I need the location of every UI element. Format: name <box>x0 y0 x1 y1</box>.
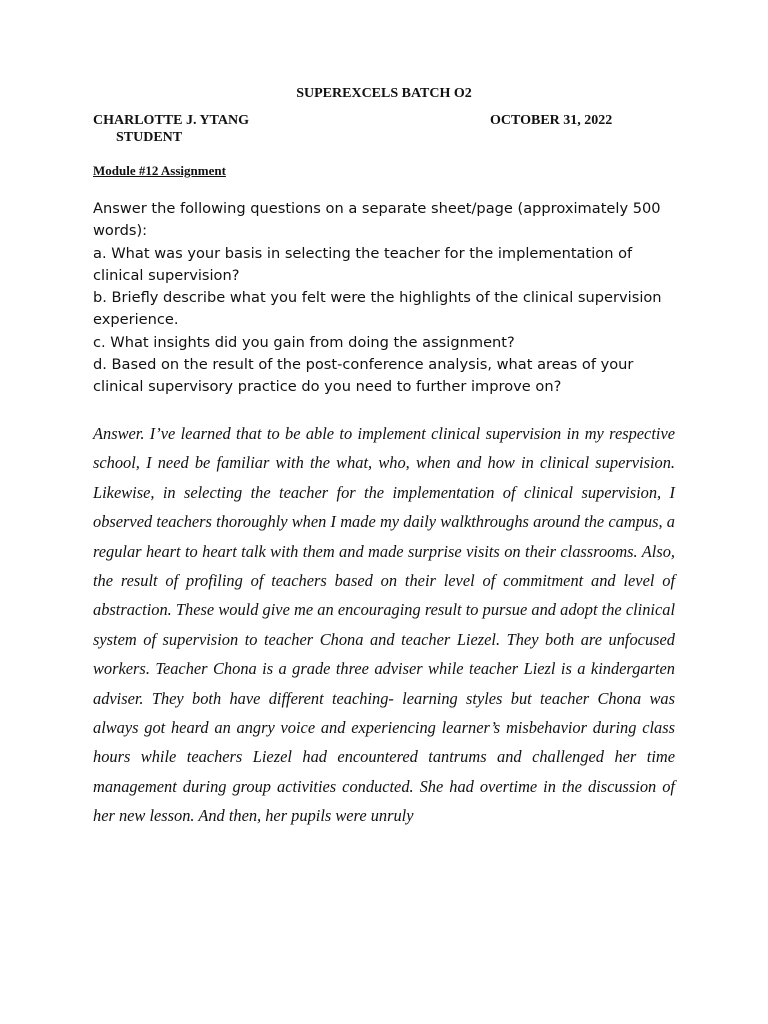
assignment-questions <box>93 198 683 399</box>
question-c: c. What insights did you gain from doing the assignment? <box>93 333 515 351</box>
question-d: d. Based on the result of the post-conference analysis, what areas of your clinical supervisory practice do you need to further improve on? <box>93 356 634 396</box>
answer-paragraph: Answer. I’ve learned that to be able to implement clinical supervision in my respective school, I need be familiar with the what, who, when and how in clinical supervision. Likewise, in selecting the teacher for the implementation of clinical supervision, I observed teachers thoroughly when I made my daily walkthroughs around the campus, a regular heart to heart talk with them and made surprise visits on their classrooms. Also, the result of profiling of teachers based on their level of commitment and level of abstraction. These would give me an encouraging result to pursue and adopt the clinical system of supervision to teacher Chona and teacher Liezel. They both are unfocused workers. Teacher Chona is a grade three adviser while teacher Liezl is a kindergarten adviser. They both have different teaching- learning styles but teacher Chona was always got heard an angry voice and experiencing learner’s misbehavior during class hours while teachers Liezel had encountered tantrums and challenged her time management during group activities conducted. She had overtime in the discussion of her new lesson. And then, her pupils were unruly <box>93 424 675 826</box>
question-b: b. Briefly describe what you felt were the highlights of the clinical supervision experience. <box>93 289 662 329</box>
document-date: OCTOBER 31, 2022 <box>490 113 613 128</box>
module-title: Module #12 Assignment <box>93 163 226 178</box>
student-role: STUDENT <box>116 130 183 145</box>
instructions-intro: Answer the following questions on a separate sheet/page (approximately 500 words): <box>93 200 661 240</box>
student-name: CHARLOTTE J. YTANG <box>93 113 249 128</box>
batch-title: SUPEREXCELS BATCH O2 <box>296 86 472 101</box>
question-a: a. What was your basis in selecting the teacher for the implementation of clinical supervision? <box>93 244 633 284</box>
